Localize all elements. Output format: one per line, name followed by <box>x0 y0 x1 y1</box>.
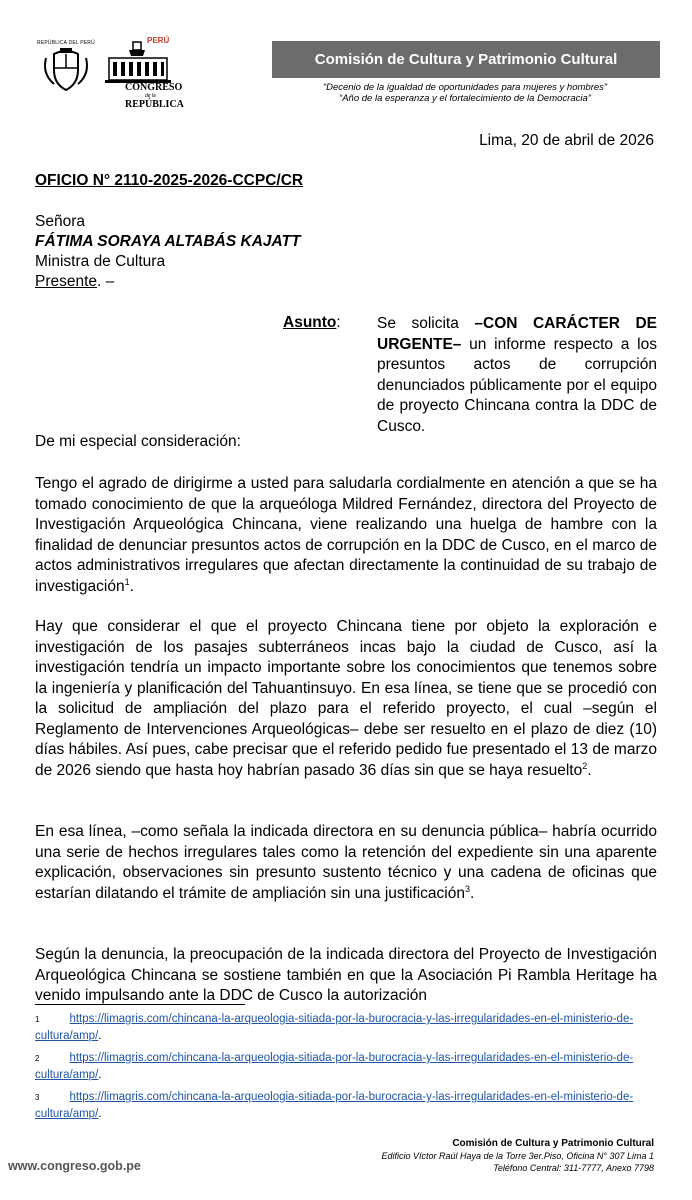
decade-line-1: “Decenio de la igualdad de oportunidades para mujeres y hombres” <box>322 82 608 93</box>
presente-line <box>35 272 300 292</box>
footnote-number: 3 <box>35 1093 40 1102</box>
congress-building-icon <box>103 40 173 86</box>
oficio-number: OFICIO N° 2110-2025-2026-CCPC/CR <box>35 172 304 189</box>
paragraph-3-text: En esa línea, –como señala la indicada directora en su denuncia pública– habría ocurrido una serie de hechos irregulares tales como la retención del expediente sin una aparente explicación, observaciones sin presunto sustento técnico y una cadena de oficinas que estarían dilatando el trámite de ampliación sin una justificación <box>35 823 657 902</box>
recipient-role: Ministra de Cultura <box>35 253 166 270</box>
paragraph-2-text: Hay que considerar el que el proyecto Chincana tiene por objeto la exploración e investigación de los pasajes subterráneos incas bajo la ciudad de Cusco, así la investigación tendría un impacto importante sobre los conocimientos que tenemos sobre la ingeniería y planificación del Tahuantinsuyo. En esa línea, se tiene que se procedió con la solicitud de ampliación del plazo para el referido proyecto, el cual –según el Reglamento de Intervenciones Arqueológicas– debe ser resuelto en el plazo de diez (10) días hábiles. Así pues, cabe precisar que el referido pedido fue presentado el 13 de marzo de 2026 siendo que hasta hoy habrían pasado 36 días sin que se haya resuelto <box>35 618 657 779</box>
presente-tail: . – <box>97 273 115 290</box>
logo-de-la-text: de la <box>145 93 156 99</box>
footnote-link[interactable]: https://limagris.com/chincana-la-arqueologia-sitiada-por-la-burocracia-y-las-irregularidades-en-el-ministerio-de-cultura/amp/ <box>35 1091 634 1120</box>
footnote-1 <box>35 1011 665 1045</box>
paragraph-1-text: Tengo el agrado de dirigirme a usted para saludarla cordialmente en atención a que se ha tomado conocimiento de que la arqueóloga Mildred Fernández, directora del Proyecto de Investigación Arqueológica Chincana, viene realizando una huelga de hambre con la finalidad de denunciar presuntos actos de corrupción en la DDC de Cusco, en el marco de actos administrativos irregulares que afectan directamente la continuidad de su trabajo de investigación <box>35 475 657 595</box>
paragraph-1-end: . <box>129 577 134 595</box>
footer-contact <box>381 1138 654 1174</box>
footnote-link[interactable]: https://limagris.com/chincana-la-arqueologia-sitiada-por-la-burocracia-y-las-irregularidades-en-el-ministerio-de-cultura/amp/ <box>35 1052 634 1081</box>
footnote-link[interactable]: https://limagris.com/chincana-la-arqueologia-sitiada-por-la-burocracia-y-las-irregularidades-en-el-ministerio-de-cultura/amp/ <box>35 1013 634 1042</box>
footnote-ref-2[interactable]: 2 <box>582 760 588 771</box>
decade-line-2: “Año de la esperanza y el fortalecimiento de la Democracia” <box>339 93 591 104</box>
footnote-number: 1 <box>35 1015 40 1024</box>
asunto-pre: Se solicita <box>377 315 475 332</box>
paragraph-2 <box>35 617 657 781</box>
footnote-2 <box>35 1050 665 1084</box>
shield-icon <box>38 40 94 96</box>
salutation: Señora <box>35 213 85 230</box>
asunto-label-text: Asunto <box>283 314 337 331</box>
paragraph-3-end: . <box>469 884 475 902</box>
footnote-separator <box>35 1004 245 1005</box>
congreso-logo <box>103 36 184 116</box>
letter-date: Lima, 20 de abril de 2026 <box>479 132 654 149</box>
footer-address: Edificio Víctor Raúl Haya de la Torre 3er.Piso, Oficina N° 307 Lima 1 <box>381 1151 654 1161</box>
footer-phone: Teléfono Central: 311-7777, Anexo 7798 <box>493 1163 654 1173</box>
recipient-block <box>35 212 300 292</box>
logo-peru-tag: PERÚ <box>147 36 170 45</box>
asunto-text <box>377 314 657 437</box>
paragraph-4: Según la denuncia, la preocupación de la indicada directora del Proyecto de Investigación Arqueológica Chincana se sostiene también en que la Asociación Pi Rambla Heritage ha venido impulsando ante la DDC de Cusco la autorización <box>35 946 657 1004</box>
greeting: De mi especial consideración: <box>35 433 241 450</box>
recipient-name: FÁTIMA SORAYA ALTABÁS KAJATT <box>35 233 301 250</box>
decade-motto <box>270 82 660 104</box>
footnote-end: . <box>98 1030 102 1042</box>
paragraph-2-end: . <box>587 761 592 779</box>
footnote-3 <box>35 1089 665 1123</box>
asunto-bold: –CON CARÁCTER DE URGENTE– <box>377 315 657 353</box>
asunto-post: un informe respecto a los presuntos actos de corrupción denunciados públicamente por el equipo de proyecto Chincana contra la DDC de Cusco. <box>377 335 657 435</box>
presente-word: Presente <box>35 273 98 290</box>
asunto-colon: : <box>336 314 341 331</box>
commission-banner: Comisión de Cultura y Patrimonio Cultural <box>272 41 660 78</box>
footer-website[interactable]: www.congreso.gob.pe <box>8 1159 141 1173</box>
peru-coat-of-arms-logo <box>38 40 94 96</box>
logo-republica-text: REPÚBLICA <box>125 99 184 110</box>
logo-caption: REPÚBLICA DEL PERÚ <box>37 40 95 46</box>
footnote-number: 2 <box>35 1054 40 1063</box>
paragraph-3 <box>35 822 657 904</box>
logo-congreso-text: CONGRESO <box>125 82 183 93</box>
footnote-ref-1[interactable]: 1 <box>124 576 130 587</box>
footnote-end: . <box>98 1108 102 1120</box>
asunto-label <box>283 314 341 332</box>
footnote-end: . <box>98 1069 102 1081</box>
paragraph-1 <box>35 474 657 597</box>
footnotes <box>35 1011 665 1128</box>
footnote-ref-3[interactable]: 3 <box>464 883 470 894</box>
footer-commission: Comisión de Cultura y Patrimonio Cultural <box>452 1138 654 1149</box>
